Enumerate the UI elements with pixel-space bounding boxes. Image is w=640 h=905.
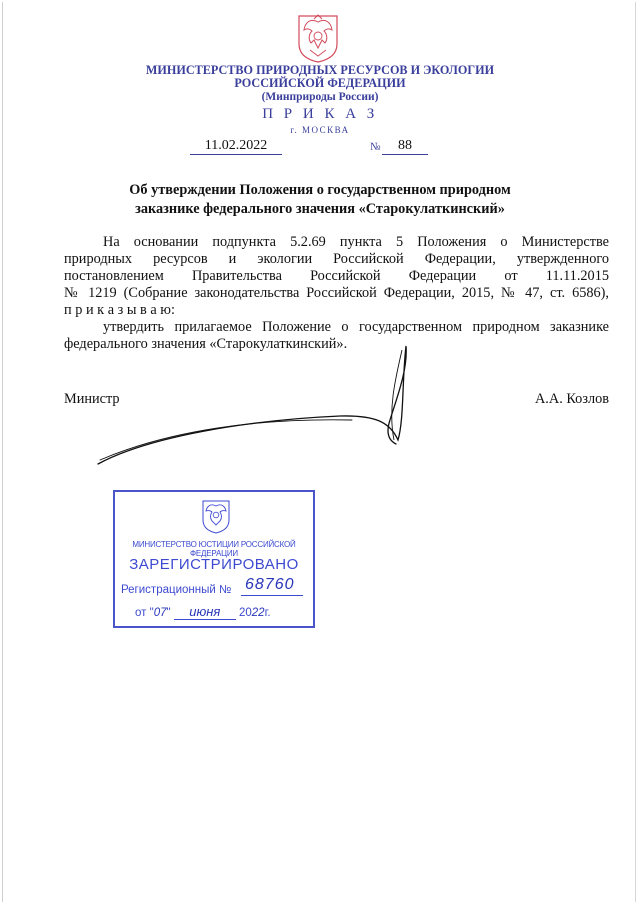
stamp-date-mid: " [166,607,171,619]
stamp-date-prefix: от " [135,607,154,619]
coat-of-arms-icon [293,12,343,64]
registration-stamp [113,490,315,628]
stamp-date-month: июня [174,604,236,620]
document-date: 11.02.2022 [190,138,282,155]
signer-name: А.А. Козлов [534,391,609,407]
stamp-ministry: МИНИСТЕРСТВО ЮСТИЦИИ РОССИЙСКОЙ ФЕДЕРАЦИИ [132,540,296,558]
body-p2-line2: федерального значения «Старокулаткинский». [64,336,348,352]
body-p1-line3: постановлением Правительства Российской Федерации от 11.11.2015 [64,268,609,284]
ministry-name-line2: РОССИЙСКОЙ ФЕДЕРАЦИИ [234,76,406,90]
document-type: П Р И К А З [262,106,378,122]
stamp-reg-number: 68760 [245,576,295,593]
stamp-date-year: 22 [251,607,265,619]
title-line1: Об утверждении Положения о государственном природном [129,182,511,198]
ministry-name-line1: МИНИСТЕРСТВО ПРИРОДНЫХ РЕСУРСОВ И ЭКОЛОГИИ [145,63,495,77]
document-number: 88 [382,138,428,155]
stamp-reg-label: Регистрационный № [121,584,232,596]
stamp-date-day: 07 [153,607,167,619]
document-title [100,181,540,219]
title-line2: заказнике федерального значения «Старокулаткинский» [135,201,505,217]
stamp-date-suffix: г. [264,607,271,619]
document-city: г. МОСКВА [290,125,350,135]
body-p1-line4: № 1219 (Собрание законодательства Российской Федерации, 2015, № 47, ст. 6586), [64,285,609,301]
body-p1-line2: природных ресурсов и экологии Российской Федерации, утвержденного [64,251,609,267]
body-p2-line1: утвердить прилагаемое Положение о государственном природном заказнике [103,319,609,335]
stamp-coat-of-arms-icon [199,498,233,534]
stamp-date-year-prefix: 20 [238,607,252,619]
stamp-status: ЗАРЕГИСТРИРОВАНО [129,556,299,573]
body-p1-line1: На основании подпункта 5.2.69 пункта 5 Положения о Министерстве [103,234,609,250]
handwritten-signature [90,340,420,470]
number-sign: № [370,141,381,153]
signer-role: Министр [64,391,120,407]
stamp-date [135,604,271,620]
body-p1-line5: п р и к а з ы в а ю: [64,302,175,318]
ministry-short-name: (Минприроды России) [261,91,379,103]
